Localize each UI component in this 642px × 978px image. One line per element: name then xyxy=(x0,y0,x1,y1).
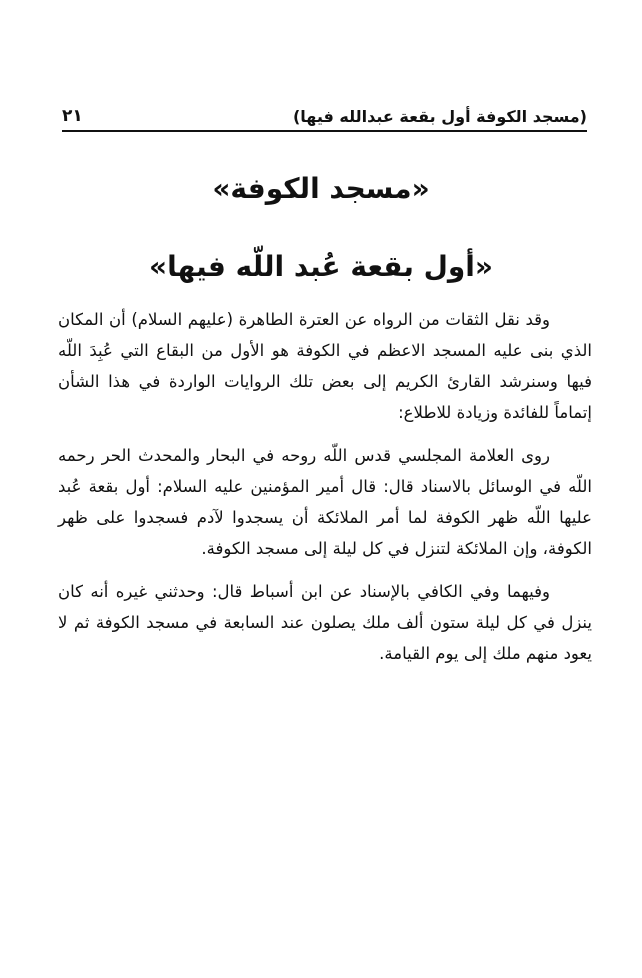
paragraph-3: وفيهما وفي الكافي بالإسناد عن ابن أسباط قال: وحدثني غيره أنه كان ينزل في كل ليلة ستون ألف ملك يصلون عند السابعة في مسجد الكوفة ثم لا يعود منهم ملك إلى يوم القيامة. xyxy=(58,582,592,663)
running-header xyxy=(62,100,587,132)
page-number: ٢١ xyxy=(62,106,83,126)
chapter-title: «مسجد الكوفة» xyxy=(212,172,430,205)
running-title: (مسجد الكوفة أول بقعة عبدالله فيها) xyxy=(292,107,587,126)
paragraph-1: وقد نقل الثقات من الرواه عن العترة الطاهرة (عليهم السلام) أن المكان الذي بنى عليه المسجد الاعظم في الكوفة هو الأول من البقاع التي عُبِدَ اللّه فيها وسنرشد القارئ الكريم إلى بعض تلك الروايات الواردة في هذا الشأن إتماماً للفائدة وزيادة للاطلاع: xyxy=(58,310,592,422)
paragraph-2: روى العلامة المجلسي قدس اللّه روحه في البحار والمحدث الحر رحمه اللّه في الوسائل بالاسناد قال: قال أمير المؤمنين عليه السلام: أول بقعة عُبد عليها اللّه ظهر الكوفة لما أمر الملائكة أن يسجدوا لآدم فسجدوا على ظهر الكوفة، وإن الملائكة لتنزل في كل ليلة إلى مسجد الكوفة. xyxy=(58,446,592,558)
body-text xyxy=(58,304,592,681)
chapter-subtitle: «أول بقعة عُبد اللّه فيها» xyxy=(149,250,493,283)
